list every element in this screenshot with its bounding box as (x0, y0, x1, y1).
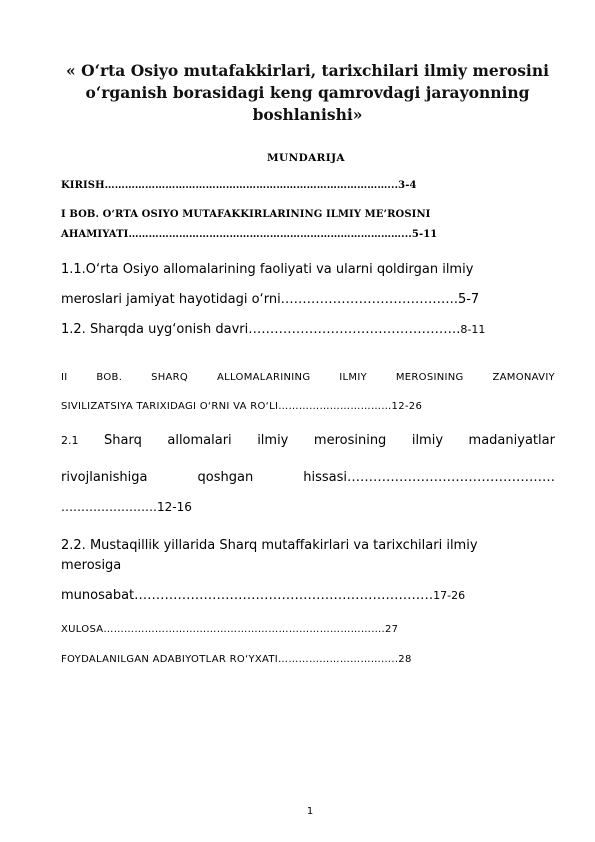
toc-section-2-2-line2: merosiga (61, 558, 122, 573)
toc-section-2-1-word: rivojlanishiga (61, 470, 148, 485)
toc-section-2-1-line2 (61, 470, 555, 485)
toc-entry-kirish: KIRISH…………………………………………………………………………...3-4 (61, 180, 417, 191)
toc-entry-foydalanilgan: FOYDALANILGAN ADABIYOTLAR RO‘YXATI……………………………..28 (61, 654, 412, 665)
toc-section-2-1-word: ilmiy (257, 433, 289, 448)
page-number: 1 (306, 806, 314, 817)
toc-section-1-1-line1: 1.1.O‘rta Osiyo allomalarining faoliyati va ularni qoldirgan ilmiy (61, 262, 474, 277)
toc-section-2-1-word: qoshgan (197, 470, 254, 485)
toc-chapter1-line2: AHAMIYATI………………………………………………………………………...5-11 (61, 229, 438, 240)
toc-section-2-1-word: ilmiy (411, 433, 444, 448)
toc-section-2-1-word: madaniyatlar (468, 433, 555, 448)
toc-section-2-2-line1: 2.2. Mustaqillik yillarida Sharq mutaffakirlari va tarixchilari ilmiy (61, 538, 478, 553)
toc-chapter2-word: ZAMONAVIY (492, 372, 555, 383)
toc-chapter2-line2: SIVILIZATSIYA TARIXIDAGI O‘RNI VA RO‘LI……………………………12-26 (61, 401, 423, 412)
toc-chapter2-word: ALLOMALARINING (217, 372, 311, 383)
title-line-3: boshlanishi» (252, 105, 363, 124)
toc-section-2-1-line1 (61, 433, 555, 448)
toc-section-2-1-line3: ……………………12-16 (61, 500, 192, 514)
title-line-2: o‘rganish borasidagi keng qamrovdagi jarayonning (85, 83, 530, 102)
toc-chapter2-line1 (61, 372, 555, 383)
toc-chapter2-word: MEROSINING (395, 372, 464, 383)
toc-section-2-1-word: allomalari (167, 433, 232, 448)
toc-chapter1-line1: I BOB. O‘RTA OSIYO MUTAFAKKIRLARINING ILMIY ME’ROSINI (61, 209, 431, 220)
toc-section-2-1-word: merosining (313, 433, 387, 448)
toc-section-2-2-pages: 17-26 (433, 589, 466, 602)
toc-section-1-2-pages: 8-11 (460, 323, 486, 336)
toc-section-2-2-line3 (61, 588, 465, 603)
toc-chapter2-word: SHARQ (151, 372, 189, 383)
document-title (40, 60, 575, 126)
title-line-1: « O‘rta Osiyo mutafakkirlari, tarixchilari ilmiy merosini (66, 61, 549, 80)
toc-heading: MUNDARIJA (267, 152, 345, 164)
toc-chapter2-word: BOB. (96, 372, 123, 383)
toc-section-1-2-text: 1.2. Sharqda uyg‘onish davri…………………………………………. (61, 322, 461, 337)
toc-chapter2-word: II (61, 372, 68, 383)
toc-section-2-1-number: 2.1 (61, 434, 79, 447)
toc-section-1-1-line2: meroslari jamiyat hayotidagi o‘rni…………………………………..5-7 (61, 292, 480, 307)
toc-section-2-1-word: Sharq (104, 433, 142, 448)
toc-section-2-2-text: munosabat…………………………………………………………… (61, 588, 434, 603)
toc-entry-xulosa: XULOSA……………………………………………………………………….27 (61, 624, 399, 635)
toc-section-2-1-word: hissasi………………………………………… (303, 470, 555, 485)
toc-section-1-2 (61, 322, 485, 337)
toc-chapter2-word: ILMIY (339, 372, 367, 383)
